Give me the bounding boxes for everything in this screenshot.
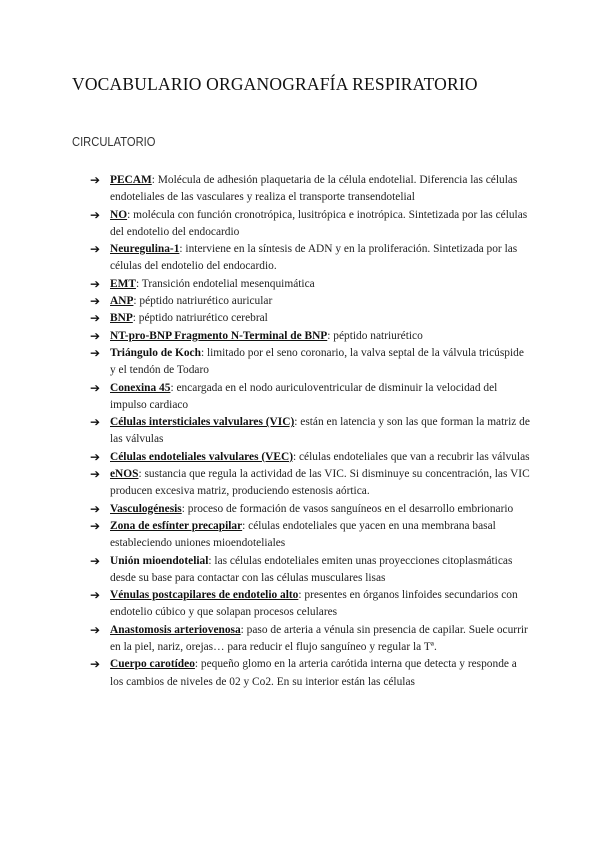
term: Células endoteliales valvulares (VEC) [110, 450, 293, 463]
term: NO [110, 208, 128, 221]
term: EMT [110, 277, 136, 290]
definition: : células endoteliales que van a recubrir las válvulas [292, 450, 530, 463]
arrow-right-icon: ➔ [90, 294, 101, 309]
term: Unión mioendotelial [110, 554, 209, 567]
arrow-right-icon: ➔ [90, 207, 101, 222]
term: Zona de esfínter precapilar [110, 519, 243, 532]
arrow-right-icon: ➔ [90, 553, 101, 568]
definition: : interviene en la síntesis de ADN y en la proliferación. Sintetizada por las células del endotelio del endocardio. [110, 243, 518, 273]
list-item [90, 587, 530, 622]
arrow-right-icon: ➔ [90, 415, 101, 430]
vocabulary-list [90, 172, 530, 691]
list-item [90, 276, 530, 293]
term: Conexina 45 [110, 381, 171, 394]
term: Vénulas postcapilares de endotelio alto [110, 589, 299, 602]
definition: : encargada en el nodo auriculoventricular de disminuir la velocidad del impulso cardiaco [110, 381, 498, 411]
term: ANP [110, 295, 134, 308]
list-item [90, 328, 530, 345]
list-item [90, 622, 530, 657]
list-item [90, 207, 530, 242]
arrow-right-icon: ➔ [90, 276, 101, 291]
term: Neuregulina-1 [110, 243, 180, 256]
list-item [90, 466, 530, 501]
arrow-right-icon: ➔ [90, 380, 101, 395]
definition: : limitado por el seno coronario, la valva septal de la válvula tricúspide y el tendón de Todaro [110, 346, 524, 377]
definition: : péptido natriurético [327, 329, 423, 342]
list-item [90, 310, 530, 327]
arrow-right-icon: ➔ [90, 328, 101, 343]
list-item [90, 414, 530, 449]
definition: : las células endoteliales emiten unas proyecciones citoplasmáticas desde su base para contactar con las células musculares lisas [110, 554, 513, 584]
definition: : molécula con función cronotrópica, lusitrópica e inotrópica. Sintetizada por las células del endotelio del endocardio [110, 208, 528, 238]
list-item [90, 656, 530, 691]
definition: : pequeño glomo en la arteria carótida interna que detecta y responde a los cambios de niveles de 02 y Co2. En su interior están las células [110, 658, 517, 688]
arrow-right-icon: ➔ [90, 311, 101, 326]
term: BNP [110, 312, 133, 325]
term: Células intersticiales valvulares (VIC) [110, 416, 295, 429]
arrow-right-icon: ➔ [90, 345, 101, 360]
arrow-right-icon: ➔ [90, 467, 101, 482]
definition: : Molécula de adhesión plaquetaria de la célula endotelial. Diferencia las células endoteliales de las vasculares y realiza el transporte transendotelial [110, 174, 518, 204]
definition: : presentes en órganos linfoides secundarios con endotelio cúbico y que solapan procesos celulares [110, 589, 518, 619]
term: Vasculogénesis [110, 502, 182, 515]
list-item [90, 501, 530, 518]
list-item [90, 449, 530, 466]
list-item [90, 172, 530, 207]
definition: : péptido natriurético auricular [133, 295, 273, 308]
term: Anastomosis arteriovenosa [110, 623, 241, 636]
definition: : Transición endotelial mesenquimática [135, 277, 315, 290]
arrow-right-icon: ➔ [90, 657, 101, 672]
term: Triángulo de Koch [110, 346, 201, 359]
arrow-right-icon: ➔ [90, 518, 101, 533]
arrow-right-icon: ➔ [90, 449, 101, 464]
definition: : están en latencia y son las que forman la matriz de las válvulas [110, 416, 530, 446]
document-title: VOCABULARIO ORGANOGRAFÍA RESPIRATORIO [72, 74, 478, 94]
list-item [90, 345, 530, 380]
arrow-right-icon: ➔ [90, 501, 101, 516]
list-item [90, 293, 530, 310]
definition: : sustancia que regula la actividad de las VIC. Si disminuye su concentración, las VIC producen excesiva matriz, produciendo estenosis aórtica. [110, 468, 530, 498]
list-item [90, 553, 530, 588]
arrow-right-icon: ➔ [90, 242, 101, 257]
definition: : péptido natriurético cerebral [132, 312, 268, 325]
section-heading: CIRCULATORIO [72, 134, 156, 149]
arrow-right-icon: ➔ [90, 173, 101, 187]
definition: : células endoteliales que yacen en una membrana basal estableciendo uniones mioendoteliales [110, 519, 496, 550]
list-item [90, 518, 530, 553]
list-item [90, 241, 530, 276]
arrow-right-icon: ➔ [90, 588, 101, 603]
definition: : paso de arteria a vénula sin presencia de capilar. Suele ocurrir en la piel, nariz, orejas… para reducir el flujo sanguíneo y regular la Tª. [110, 623, 528, 654]
term: NT-pro-BNP Fragmento N-Terminal de BNP [110, 329, 328, 342]
arrow-right-icon: ➔ [90, 622, 101, 637]
term: eNOS [110, 468, 139, 481]
term: PECAM [110, 174, 152, 186]
definition: : proceso de formación de vasos sanguíneos en el desarrollo embrionario [181, 502, 514, 515]
list-item [90, 380, 530, 415]
term: Cuerpo carotídeo [110, 658, 195, 671]
